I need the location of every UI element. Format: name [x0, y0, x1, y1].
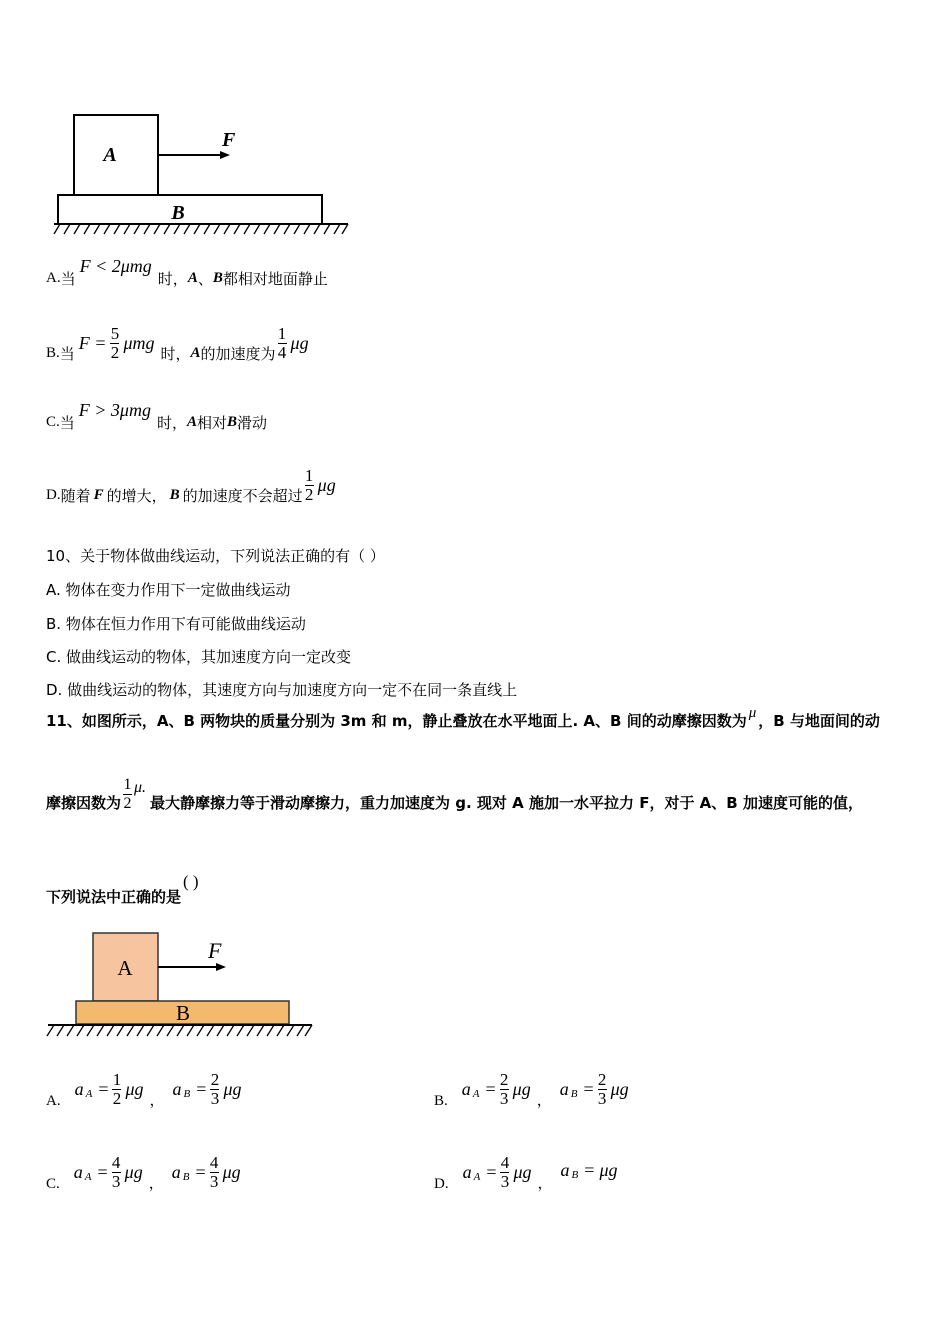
- fraction-numerator: 2: [597, 1069, 607, 1089]
- option-label: C.: [46, 1175, 60, 1192]
- fraction-denominator: 3: [210, 1088, 220, 1108]
- fraction: [123, 776, 132, 813]
- fraction-denominator: 2: [304, 484, 314, 504]
- fraction-numerator: 1: [123, 775, 132, 793]
- fraction-denominator: 2: [123, 794, 132, 812]
- q10-option-d: D. 做曲线运动的物体，其速度方向与加速度方向一定不在同一条直线上: [46, 681, 518, 699]
- block-a-label-2: A: [117, 956, 133, 980]
- equals-sign: =: [486, 1161, 497, 1182]
- equals-sign: =: [195, 1161, 206, 1182]
- block-b-1: [58, 195, 322, 224]
- accel-subscript: A: [473, 1171, 481, 1183]
- accel-symbol: a: [559, 1078, 569, 1099]
- math-expression: F > 3μmg: [78, 399, 151, 420]
- q10-option-b: B. 物体在恒力作用下有可能做曲线运动: [46, 615, 306, 633]
- stem-text: 11、如图所示，A、B 两物块的质量分别为 3m 和 m，静止叠放在水平地面上. A、B 间的动摩擦因数为: [46, 711, 747, 730]
- math-expression: [560, 1071, 629, 1108]
- mu-g: μg: [125, 1078, 144, 1099]
- equals-sign: =: [196, 1078, 207, 1099]
- q11-option-b: [434, 1064, 629, 1114]
- option-text: B: [212, 269, 223, 286]
- fraction: [305, 467, 314, 504]
- fraction-numerator: 1: [304, 465, 314, 485]
- fraction-numerator: 1: [112, 1069, 122, 1089]
- ground-hatch-1: [54, 224, 348, 234]
- fraction-denominator: 2: [110, 342, 120, 362]
- stem-text: 下列说法中正确的是: [46, 887, 182, 906]
- option-text: 时，: [157, 269, 188, 288]
- option-text: 当: [60, 269, 76, 288]
- accel-symbol: a: [462, 1161, 472, 1182]
- accel-symbol: a: [73, 1161, 83, 1182]
- fraction: [112, 1071, 121, 1108]
- mu-g: μg: [513, 1161, 532, 1182]
- q11-stem-line3: [46, 870, 199, 906]
- equals-sign: =: [584, 1159, 595, 1180]
- figure-blocks-2: [44, 926, 324, 1041]
- option-text: B: [227, 413, 238, 430]
- block-a-label-1: A: [103, 144, 117, 166]
- separator: ，: [537, 1173, 553, 1192]
- option-text: A: [186, 413, 197, 430]
- fraction-numerator: 1: [277, 323, 287, 343]
- q9-option-b: [46, 318, 309, 368]
- option-label: D.: [434, 1175, 449, 1192]
- q9-option-c: [46, 399, 268, 442]
- option-text: 滑动: [237, 413, 268, 432]
- q11-stem-line2: [46, 770, 863, 818]
- q10-option-c: C. 做曲线运动的物体，其加速度方向一定改变: [46, 648, 352, 666]
- math-expression: [303, 467, 336, 504]
- mu-g: μg: [610, 1078, 629, 1099]
- mu-g: μg: [124, 1161, 143, 1182]
- option-text: 的加速度为: [200, 344, 276, 363]
- math-rhs: μmg: [123, 332, 155, 353]
- mu-symbol: μ.: [134, 779, 147, 796]
- math-expression: [74, 1154, 143, 1191]
- option-text: 当: [59, 344, 75, 363]
- accel-symbol: a: [172, 1078, 182, 1099]
- q11-option-a: [46, 1064, 241, 1114]
- fraction-numerator: 4: [209, 1152, 219, 1172]
- fraction: [110, 325, 119, 362]
- option-text: 随着: [60, 486, 91, 505]
- math-rhs: μg: [290, 332, 309, 353]
- q9-option-a: [46, 255, 328, 298]
- stem-text: 摩擦因数为: [46, 793, 122, 812]
- mu-g: μg: [512, 1078, 531, 1099]
- fraction-denominator: 3: [500, 1171, 510, 1191]
- equals-sign: =: [583, 1078, 594, 1099]
- separator: ，: [536, 1090, 552, 1109]
- math-expression: [462, 1071, 531, 1108]
- accel-subscript: B: [182, 1171, 190, 1183]
- stem-text: 最大静摩擦力等于滑动摩擦力，重力加速度为 g. 现对 A 施加一水平拉力 F，对于 A、B 加速度可能的值，: [150, 793, 863, 812]
- accel-symbol: a: [560, 1159, 570, 1180]
- q9-option-d: [46, 460, 336, 510]
- option-text: F: [93, 486, 104, 503]
- option-label: B.: [46, 344, 60, 361]
- mu-g: μg: [222, 1161, 241, 1182]
- option-text: A: [190, 344, 201, 361]
- option-label: A.: [46, 269, 61, 286]
- option-text: 时，: [160, 344, 191, 363]
- mu-g: μg: [223, 1078, 242, 1099]
- fraction: [598, 1071, 607, 1108]
- option-text: 的加速度不会超过: [182, 486, 303, 505]
- q10-stem: 10、关于物体做曲线运动，下列说法正确的有（ ）: [46, 547, 385, 565]
- fraction-denominator: 3: [111, 1171, 121, 1191]
- math-expression: [79, 325, 155, 362]
- fraction: [210, 1154, 219, 1191]
- q11-option-d: [434, 1147, 617, 1197]
- fraction-denominator: 3: [597, 1088, 607, 1108]
- accel-subscript: A: [472, 1088, 480, 1100]
- option-text: 、: [197, 269, 213, 288]
- option-text: 时，: [156, 413, 187, 432]
- math-expression: [276, 325, 309, 362]
- fraction-numerator: 4: [500, 1152, 510, 1172]
- fraction: [210, 1071, 219, 1108]
- math-expression: [172, 1154, 241, 1191]
- equals-sign: =: [97, 1161, 108, 1182]
- math-expression: [561, 1160, 618, 1181]
- option-label: B.: [434, 1092, 448, 1109]
- math-lhs: F =: [78, 332, 107, 353]
- stem-text: ，B 与地面间的动: [758, 711, 880, 730]
- mu-symbol: μ: [748, 704, 757, 721]
- block-b-label-2: B: [175, 1001, 191, 1025]
- fraction: [112, 1154, 121, 1191]
- math-rhs: μg: [317, 474, 336, 495]
- mu-g: μg: [599, 1159, 618, 1180]
- math-expression: F < 2μmg: [79, 255, 152, 276]
- accel-subscript: A: [84, 1171, 92, 1183]
- equals-sign: =: [485, 1078, 496, 1099]
- accel-symbol: a: [74, 1078, 84, 1099]
- separator: ，: [148, 1173, 164, 1192]
- accel-symbol: a: [461, 1078, 471, 1099]
- accel-subscript: B: [570, 1088, 578, 1100]
- option-label: D.: [46, 486, 61, 503]
- fraction-denominator: 3: [209, 1171, 219, 1191]
- q10-option-a: A. 物体在变力作用下一定做曲线运动: [46, 581, 291, 599]
- separator: ，: [149, 1090, 165, 1109]
- fraction-numerator: 5: [110, 323, 120, 343]
- accel-subscript: B: [183, 1088, 191, 1100]
- fraction-denominator: 3: [499, 1088, 509, 1108]
- accel-subscript: B: [571, 1169, 579, 1181]
- fraction-numerator: 2: [499, 1069, 509, 1089]
- fraction: [500, 1154, 509, 1191]
- option-label: C.: [46, 413, 60, 430]
- math-expression: [75, 1071, 144, 1108]
- option-text: 当: [59, 413, 75, 432]
- fraction-denominator: 2: [112, 1088, 122, 1108]
- option-label: A.: [46, 1092, 61, 1109]
- fraction: [278, 325, 287, 362]
- block-b-label-1: B: [171, 202, 185, 224]
- option-text: 相对: [197, 413, 228, 432]
- math-expression: [463, 1154, 532, 1191]
- option-text: A: [187, 269, 198, 286]
- option-text: 都相对地面静止: [222, 269, 328, 288]
- force-label-1: F: [222, 129, 236, 151]
- fraction: [500, 1071, 509, 1108]
- q11-stem-line1: [46, 705, 880, 735]
- fraction-numerator: 2: [210, 1069, 220, 1089]
- answer-parentheses: ( ): [183, 872, 199, 891]
- q11-option-c: [46, 1147, 241, 1197]
- fraction-denominator: 4: [277, 342, 287, 362]
- force-label-2: F: [208, 938, 222, 963]
- ground-hatch-2: [47, 1025, 312, 1036]
- fraction-numerator: 4: [111, 1152, 121, 1172]
- math-expression: [173, 1071, 242, 1108]
- accel-symbol: a: [171, 1161, 181, 1182]
- figure-blocks-1: [50, 108, 360, 238]
- accel-subscript: A: [85, 1088, 93, 1100]
- option-text: B: [169, 486, 180, 503]
- option-text: 的增大，: [106, 486, 167, 505]
- equals-sign: =: [98, 1078, 109, 1099]
